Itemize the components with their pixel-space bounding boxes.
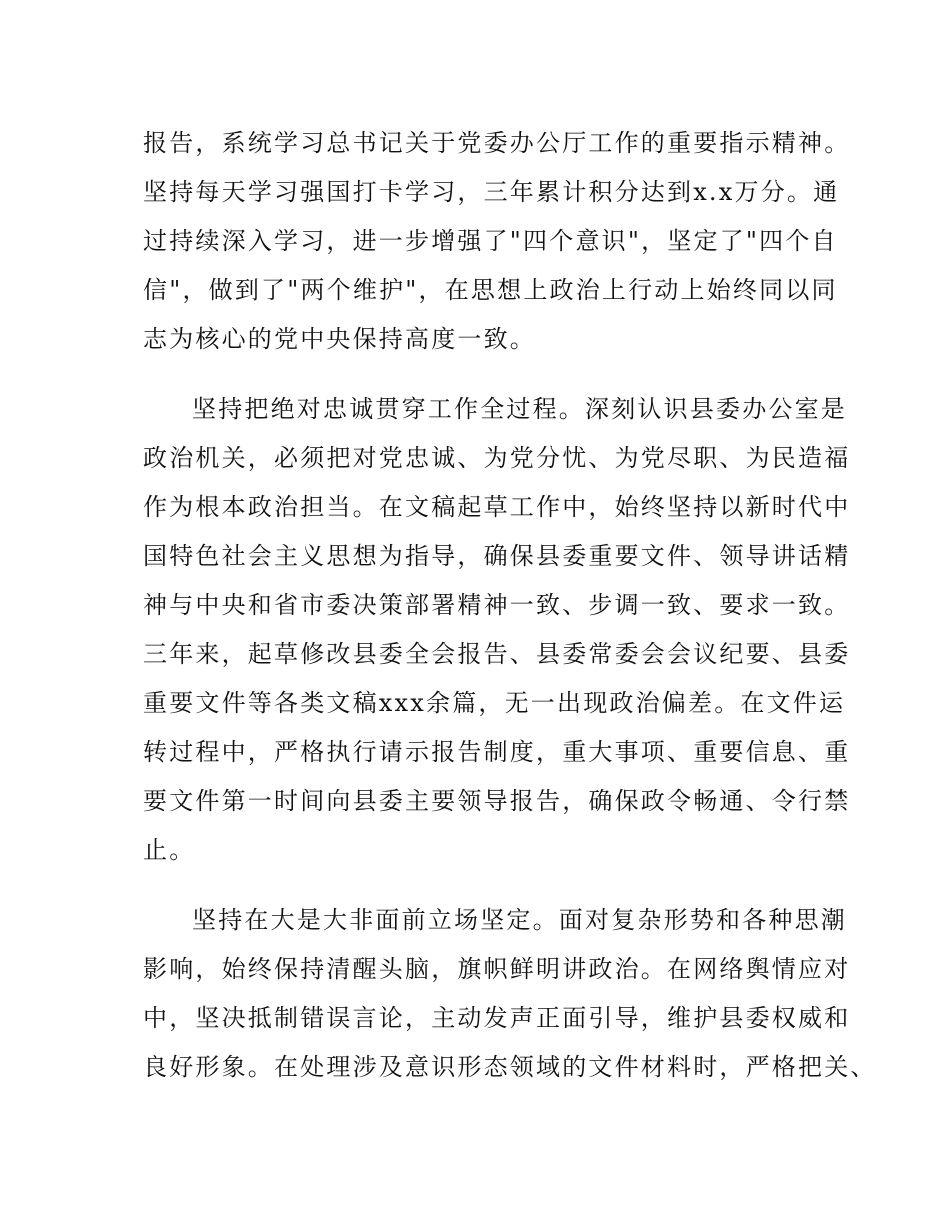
paragraph-2-line-3: 作为根本政治担当。在文稿起草工作中，始终坚持以新时代中 bbox=[143, 493, 851, 521]
paragraph-2-line-9: 要文件第一时间向县委主要领导报告，确保政令畅通、令行禁 bbox=[143, 787, 851, 815]
paragraph-2-line-5: 神与中央和省市委决策部署精神一致、步调一致、要求一致。 bbox=[143, 591, 851, 619]
paragraph-3-line-3: 中，坚决抵制错误言论，主动发声正面引导，维护县委权威和 bbox=[143, 1004, 851, 1032]
paragraph-1-line-4: 信"，做到了"两个维护"，在思想上政治上行动上始终同以同 bbox=[143, 276, 838, 304]
paragraph-3-line-2: 影响，始终保持清醒头脑，旗帜鲜明讲政治。在网络舆情应对 bbox=[143, 955, 851, 983]
paragraph-1-line-2: 坚持每天学习强国打卡学习，三年累计积分达到x.x万分。通 bbox=[143, 178, 840, 206]
paragraph-3-line-4: 良好形象。在处理涉及意识形态领域的文件材料时，严格把关、 bbox=[143, 1053, 877, 1081]
paragraph-1-line-1: 报告，系统学习总书记关于党委办公厅工作的重要指示精神。 bbox=[143, 129, 851, 157]
paragraph-2-line-1: 坚持把绝对忠诚贯穿工作全过程。深刻认识县委办公室是 bbox=[192, 395, 847, 423]
paragraph-2-line-2: 政治机关，必须把对党忠诚、为党分忧、为党尽职、为民造福 bbox=[143, 444, 851, 472]
paragraph-2-line-7: 重要文件等各类文稿xxx余篇，无一出现政治偏差。在文件运 bbox=[143, 689, 846, 717]
paragraph-2-line-6: 三年来，起草修改县委全会报告、县委常委会会议纪要、县委 bbox=[143, 640, 851, 668]
paragraph-3-line-1: 坚持在大是大非面前立场坚定。面对复杂形势和各种思潮 bbox=[192, 906, 847, 934]
paragraph-2-line-4: 国特色社会主义思想为指导，确保县委重要文件、领导讲话精 bbox=[143, 542, 851, 570]
paragraph-1-line-5: 志为核心的党中央保持高度一致。 bbox=[143, 325, 536, 353]
paragraph-2-line-8: 转过程中，严格执行请示报告制度，重大事项、重要信息、重 bbox=[143, 738, 851, 766]
paragraph-2-line-10: 止。 bbox=[143, 836, 196, 864]
paragraph-1-line-3: 过持续深入学习，进一步增强了"四个意识"，坚定了"四个自 bbox=[143, 227, 838, 255]
